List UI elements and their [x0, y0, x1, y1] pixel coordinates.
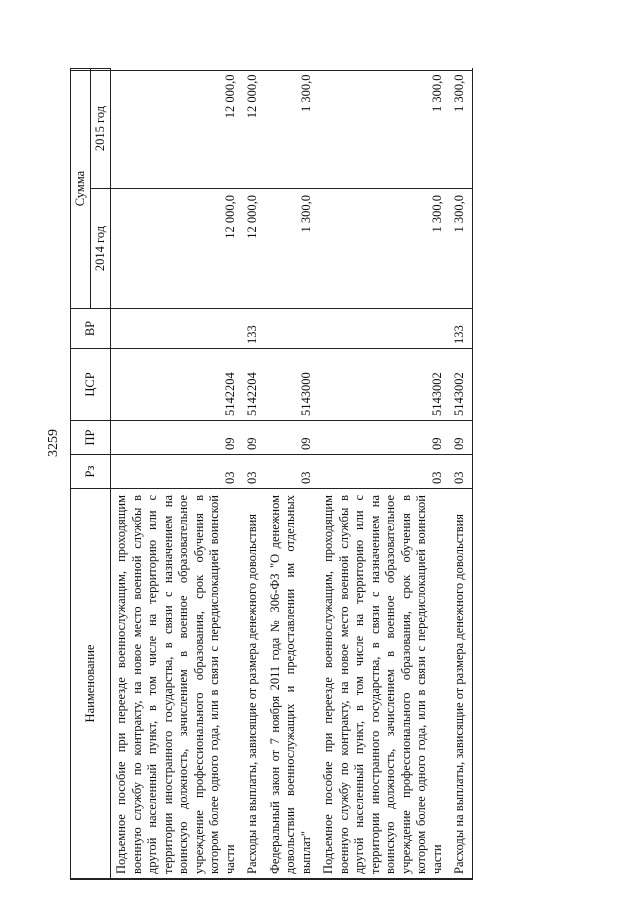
header-pr: ПР [71, 421, 111, 455]
table-row [265, 69, 319, 879]
row-csr: 5143002 [318, 349, 449, 421]
row-vr [111, 309, 243, 349]
row-csr: 5142204 [111, 349, 243, 421]
table-row [449, 69, 472, 879]
row-2015: 12 000,0 [242, 69, 265, 189]
row-rz: 03 [242, 455, 265, 489]
row-vr: 133 [242, 309, 265, 349]
row-rz: 03 [318, 455, 449, 489]
table-body [111, 69, 473, 879]
row-name: Подъемное пособие при переезде военнослужащим, проходящим военную службу по контракту, на новое место военной службы в другой населенный пункт, в том числе на территорию или с территории иностранного государства, в связи с назначением на воинскую должность, зачислением в военное образовательное учреждение профессионального образования, срок обучения в котором более одного года, или в связи с передислокацией воинской части [318, 489, 449, 879]
header-vr: ВР [71, 309, 111, 349]
budget-sheet [70, 70, 590, 880]
row-csr: 5142204 [242, 349, 265, 421]
row-csr: 5143002 [449, 349, 472, 421]
row-name: Расходы на выплаты, зависящие от размера денежного довольствия [449, 489, 472, 879]
header-2014: 2014 год [91, 189, 111, 309]
row-vr: 133 [449, 309, 472, 349]
row-vr [265, 309, 319, 349]
row-rz: 03 [265, 455, 319, 489]
row-csr: 5143000 [265, 349, 319, 421]
header-csr: ЦСР [71, 349, 111, 421]
header-name: Наименование [71, 489, 111, 879]
row-pr: 09 [242, 421, 265, 455]
table-row [318, 69, 449, 879]
row-pr: 09 [111, 421, 243, 455]
row-2014: 1 300,0 [265, 189, 319, 309]
table-header [71, 69, 111, 879]
header-rz: Рз [71, 455, 111, 489]
page-number: 3259 [46, 429, 61, 457]
row-name: Федеральный закон от 7 ноября 2011 года № 306-ФЗ "О денежном довольствии военнослужащих и предоставлении им отдельных выплат" [265, 489, 319, 879]
row-pr: 09 [318, 421, 449, 455]
row-2015: 1 300,0 [265, 69, 319, 189]
table-row [111, 69, 243, 879]
row-pr: 09 [449, 421, 472, 455]
row-2014: 1 300,0 [318, 189, 449, 309]
row-2014: 12 000,0 [242, 189, 265, 309]
row-rz: 03 [111, 455, 243, 489]
header-sum: Сумма [71, 69, 91, 309]
row-2015: 1 300,0 [318, 69, 449, 189]
budget-table [70, 68, 473, 879]
table-frame [70, 70, 473, 880]
row-2015: 1 300,0 [449, 69, 472, 189]
row-name: Подъемное пособие при переезде военнослужащим, проходящим военную службу по контракту, на новое место военной службы в другой населенный пункт, в том числе на территорию или с территории иностранного государства, в связи с назначением на воинскую должность, зачислением в военное образовательное учреждение профессионального образования, срок обучения в котором более одного года, или в связи с передислокацией воинской части [111, 489, 243, 879]
header-2015: 2015 год [91, 69, 111, 189]
row-2014: 12 000,0 [111, 189, 243, 309]
row-rz: 03 [449, 455, 472, 489]
row-pr: 09 [265, 421, 319, 455]
row-vr [318, 309, 449, 349]
row-2015: 12 000,0 [111, 69, 243, 189]
row-name: Расходы на выплаты, зависящие от размера денежного довольствия [242, 489, 265, 879]
table-row [242, 69, 265, 879]
row-2014: 1 300,0 [449, 189, 472, 309]
